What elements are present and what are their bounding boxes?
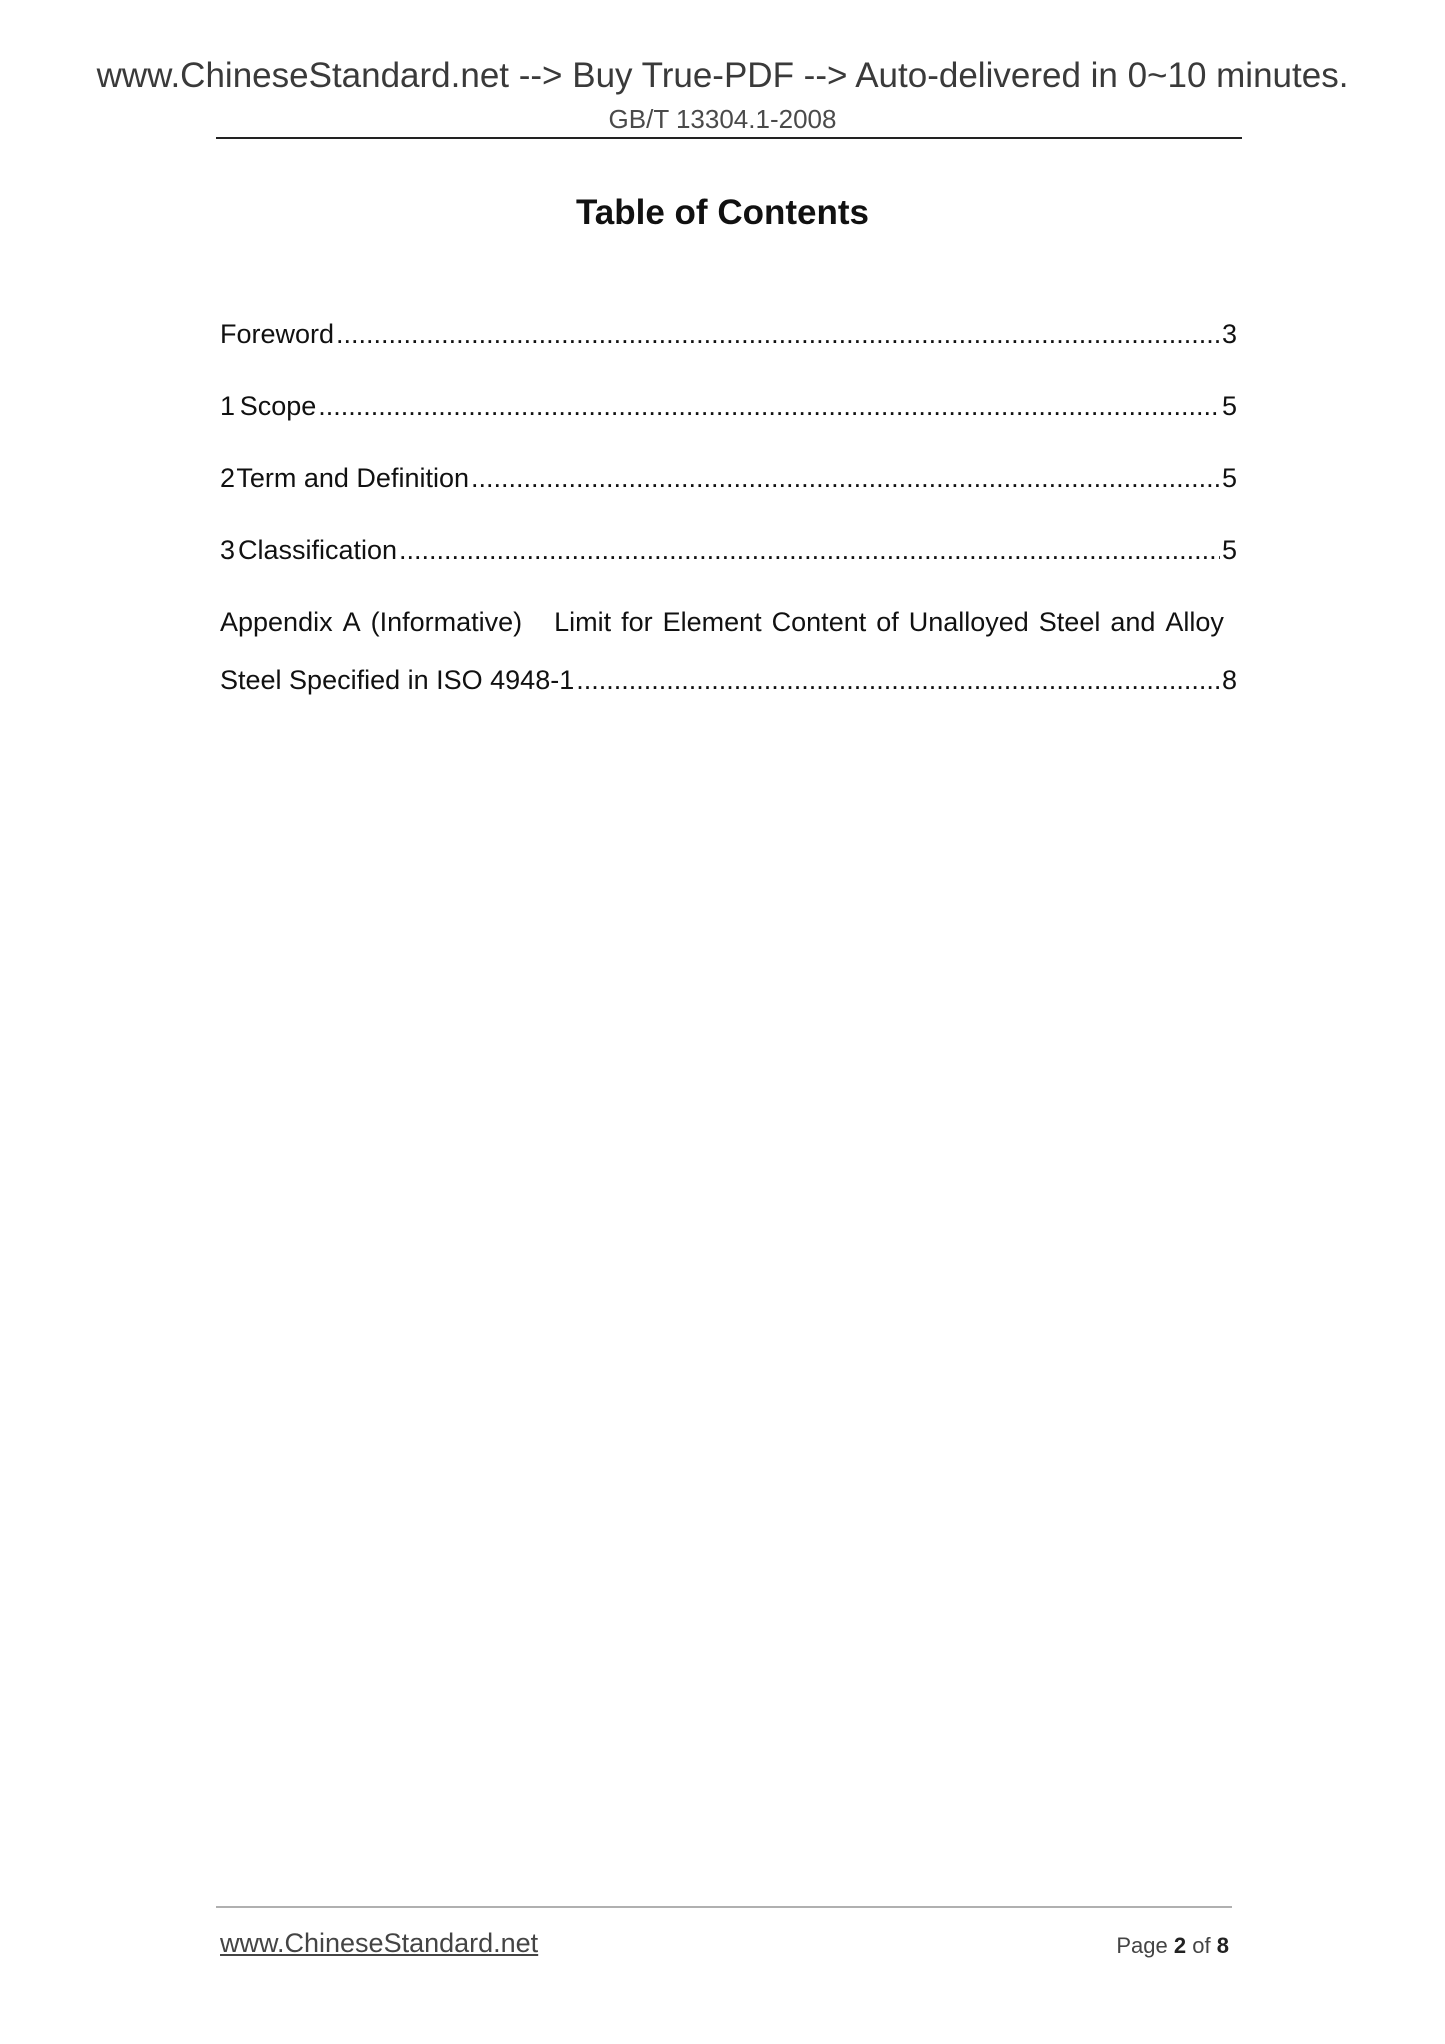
page-number-current: 2 (1173, 1933, 1187, 1958)
toc-entry-page: 5 (1221, 463, 1237, 493)
toc-leader-dots (336, 318, 1220, 350)
toc-entry-number: 2 (220, 463, 236, 493)
toc-entry-page: 5 (1221, 535, 1237, 565)
page-number (1116, 1933, 1229, 1959)
toc-entry-label: Scope (239, 391, 317, 421)
page-number-total: 8 (1216, 1933, 1229, 1958)
toc-entry-number: 1 (220, 391, 236, 421)
appendix-word: (Informative) (370, 607, 523, 637)
document-code: GB/T 13304.1-2008 (608, 104, 837, 134)
appendix-word: A (342, 607, 361, 637)
toc-entry-classification[interactable] (220, 534, 1237, 566)
appendix-word: Unalloyed (908, 607, 1029, 637)
header-banner: www.ChineseStandard.net --> Buy True-PDF --> Auto-delivered in 0~10 minutes. (96, 56, 1349, 95)
toc-leader-dots (399, 534, 1220, 566)
appendix-word: Content (771, 607, 867, 637)
appendix-word: Appendix (220, 607, 333, 637)
toc-entry-scope[interactable] (220, 390, 1237, 422)
appendix-word: Steel (1038, 607, 1101, 637)
appendix-word: Element (662, 607, 762, 637)
toc-entry-page: 5 (1221, 391, 1237, 421)
toc-entry-term-and-definition[interactable] (220, 462, 1237, 494)
toc-entry-label: Term and Definition (236, 463, 469, 493)
toc-entry-label: Foreword (220, 319, 335, 349)
appendix-word: Limit (554, 607, 612, 637)
page-number-of: of (1192, 1933, 1211, 1958)
toc-title: Table of Contents (576, 193, 869, 232)
toc-entry-label: Steel Specified in ISO 4948-1 (220, 665, 575, 695)
toc-entry-appendix-a-line1[interactable] (220, 606, 1224, 638)
toc-entry-number: 3 (220, 535, 236, 565)
toc-leader-dots (576, 664, 1220, 696)
footer-divider (216, 1906, 1232, 1908)
toc-leader-dots (318, 390, 1220, 422)
appendix-word: and (1110, 607, 1156, 637)
toc-entry-page: 3 (1221, 319, 1237, 349)
toc-entry-foreword[interactable] (220, 318, 1237, 350)
toc-leader-dots (471, 462, 1220, 494)
appendix-word: for (621, 607, 653, 637)
appendix-word: Alloy (1165, 607, 1224, 637)
footer-website-link[interactable]: www.ChineseStandard.net (220, 1928, 539, 1958)
toc-entry-page: 8 (1221, 665, 1237, 695)
toc-entry-label: Classification (237, 535, 398, 565)
header-divider (216, 137, 1242, 139)
appendix-word: of (876, 607, 899, 637)
page-number-prefix: Page (1116, 1933, 1168, 1958)
toc-entry-appendix-a-line2[interactable] (220, 664, 1237, 696)
